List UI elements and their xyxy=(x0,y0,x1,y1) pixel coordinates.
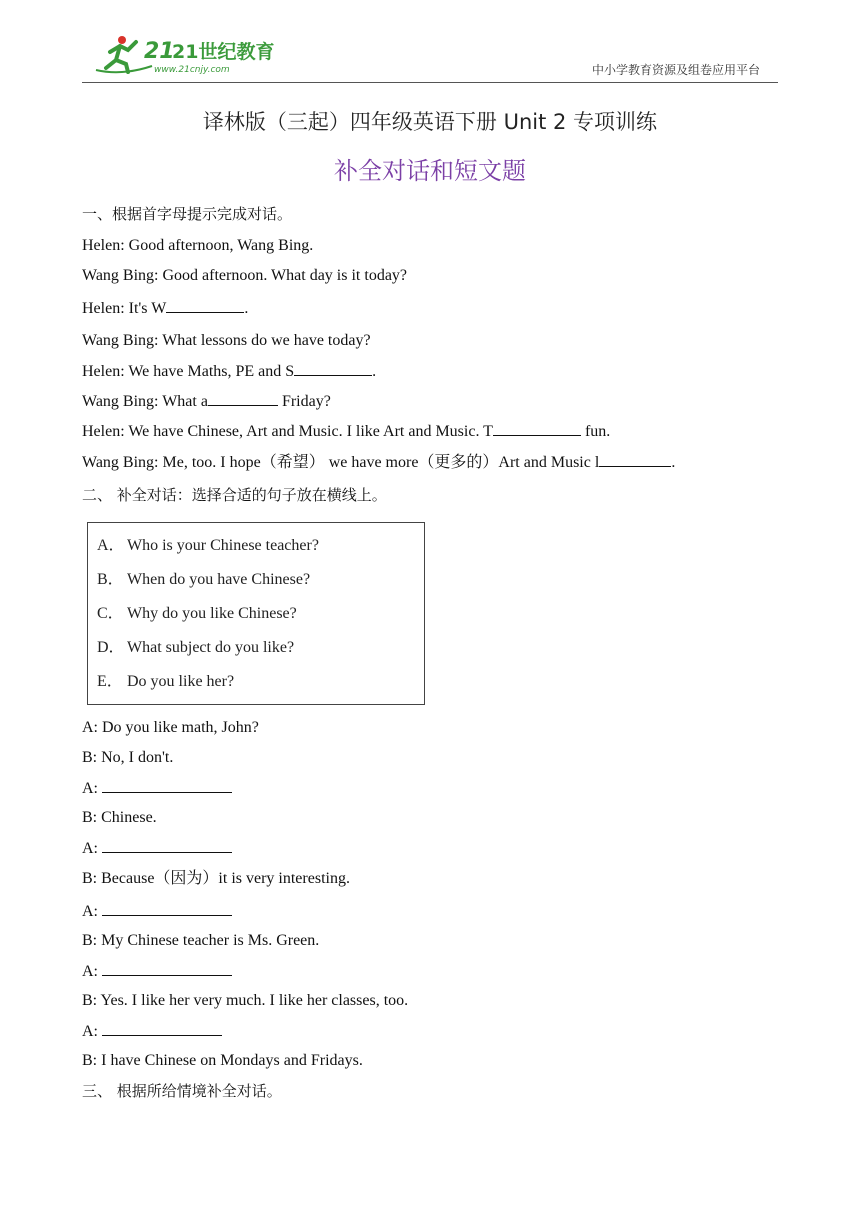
dialog-line: B: Because（因为）it is very interesting. xyxy=(82,870,350,887)
answer-blank[interactable] xyxy=(208,391,278,406)
dialog-line: Helen: Good afternoon, Wang Bing. xyxy=(82,237,314,254)
platform-name: 中小学教育资源及组卷应用平台 xyxy=(591,63,760,77)
dialog-line: Helen: We have Maths, PE and S . xyxy=(82,363,377,380)
dialog-line: A: xyxy=(82,961,232,982)
dialog-line: Wang Bing: What lessons do we have today? xyxy=(82,332,371,349)
section2-heading: 二、 补全对话：选择合适的句子放在横线上。 xyxy=(82,486,387,504)
svg-text:21世纪教育: 21世纪教育 xyxy=(172,41,275,63)
logo-21cnjy xyxy=(92,32,275,76)
dialog-line: A: xyxy=(82,901,232,922)
dialog-line: A: xyxy=(82,838,232,859)
section3-heading: 三、 根据所给情境补全对话。 xyxy=(82,1082,282,1100)
answer-blank[interactable] xyxy=(493,421,581,436)
dialog-line: B: Chinese. xyxy=(82,809,157,826)
answer-blank[interactable] xyxy=(102,901,232,916)
answer-blank[interactable] xyxy=(102,961,232,976)
dialog-line: B: I have Chinese on Mondays and Fridays. xyxy=(82,1052,363,1069)
option-c: C． Why do you like Chinese? xyxy=(97,605,297,622)
page-title: 译林版（三起）四年级英语下册 Unit 2 专项训练 xyxy=(202,110,658,134)
section1-heading: 一、根据首字母提示完成对话。 xyxy=(82,205,293,223)
option-e: E． Do you like her? xyxy=(97,673,235,690)
dialog-line: Wang Bing: Good afternoon. What day is it today? xyxy=(82,267,408,284)
answer-blank[interactable] xyxy=(599,452,671,467)
options-box xyxy=(87,522,425,705)
answer-blank[interactable] xyxy=(102,1021,222,1036)
svg-text:www.21cnjy.com: www.21cnjy.com xyxy=(154,65,230,75)
page-subtitle: 补全对话和短文题 xyxy=(334,157,526,185)
option-d: D． What subject do you like? xyxy=(97,639,295,656)
answer-blank[interactable] xyxy=(166,298,244,313)
dialog-line: Helen: We have Chinese, Art and Music. I like Art and Music. T fun. xyxy=(82,423,611,440)
dialog-line: A: Do you like math, John? xyxy=(82,719,259,736)
dialog-line: Wang Bing: What a Friday? xyxy=(82,393,331,410)
svg-text:21: 21 xyxy=(144,39,175,64)
option-b: B． When do you have Chinese? xyxy=(97,571,311,588)
dialog-line: Wang Bing: Me, too. I hope（希望） we have more（更多的）Art and Music l . xyxy=(82,454,676,471)
dialog-line: A: xyxy=(82,1021,222,1042)
dialog-line: Helen: It's W . xyxy=(82,300,249,317)
answer-blank[interactable] xyxy=(294,361,372,376)
answer-blank[interactable] xyxy=(102,838,232,853)
answer-blank[interactable] xyxy=(102,778,232,793)
dialog-line: A: xyxy=(82,778,232,799)
dialog-line: B: No, I don't. xyxy=(82,749,174,766)
dialog-line: B: My Chinese teacher is Ms. Green. xyxy=(82,932,320,949)
dialog-line: B: Yes. I like her very much. I like her classes, too. xyxy=(82,992,409,1009)
option-a: A． Who is your Chinese teacher? xyxy=(97,537,319,554)
page-header xyxy=(82,28,778,83)
